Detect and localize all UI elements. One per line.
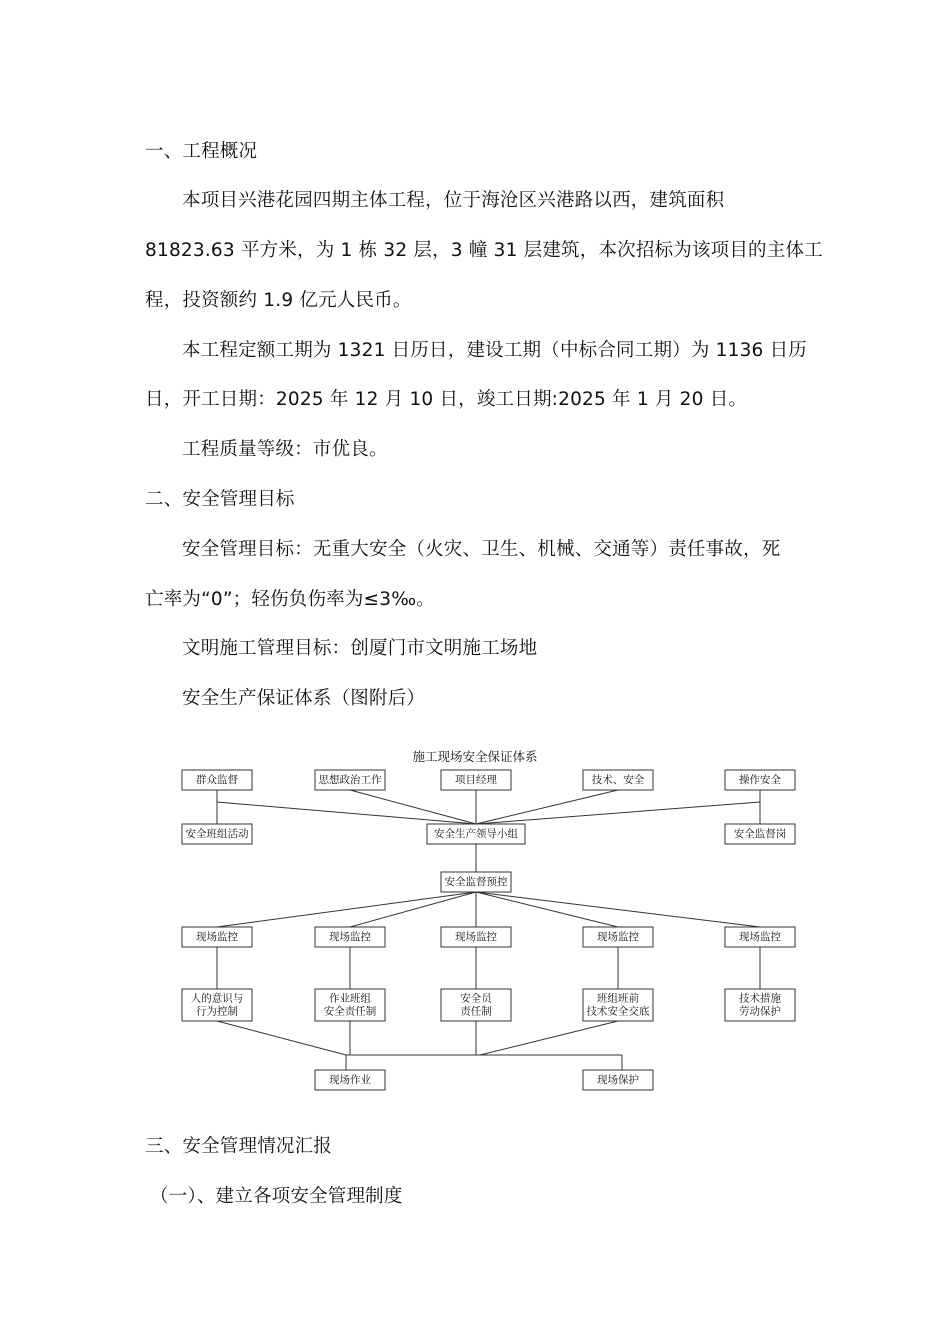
paragraph-line: 安全管理目标：无重大安全（火灾、卫生、机械、交通等）责任事故，死: [182, 539, 781, 560]
paragraph-line: 文明施工管理目标：创厦门市文明施工场地: [182, 638, 538, 659]
site-monitor-node-4: [583, 927, 653, 947]
paragraph-line: 81823.63 平方米，为 1 栋 32 层，3 幢 31 层建筑，本次招标为该项目的主体工: [145, 240, 823, 261]
connector-line: [350, 892, 476, 927]
control-measure-node-4-label: 班组班前: [597, 992, 639, 1005]
connector-line: [476, 802, 760, 824]
control-measure-node-3-label: 责任制: [460, 1005, 492, 1018]
heading-safety-report: 三、安全管理情况汇报: [145, 1136, 333, 1157]
supervision-control-node-label: 安全监督预控: [444, 876, 508, 888]
leadership-group-node-label: 安全生产领导小组: [434, 828, 518, 840]
top-node-5-label: 操作安全: [739, 774, 781, 786]
control-measure-node-2-label: 安全责任制: [323, 1005, 377, 1018]
site-monitor-node-3-label: 现场监控: [455, 931, 497, 943]
leadership-group-node: [427, 824, 525, 844]
connector-line: [480, 1021, 618, 1055]
subheading-safety-rules: （一）、建立各项安全管理制度: [150, 1186, 403, 1207]
control-measure-node-1-label: 人的意识与: [190, 992, 244, 1005]
site-work-node-label: 现场作业: [329, 1074, 371, 1086]
control-measure-node-3: [441, 989, 511, 1021]
connector-line: [476, 892, 760, 927]
site-monitor-node-1-label: 现场监控: [196, 931, 238, 943]
paragraph-line: 本工程定额工期为 1321 日历日，建设工期（中标合同工期）为 1136 日历: [182, 340, 807, 361]
paragraph-line: 本项目兴港花园四期主体工程，位于海沧区兴港路以西，建筑面积: [182, 190, 725, 211]
control-measure-node-5: [725, 989, 795, 1021]
paragraph-line: 工程质量等级：市优良。: [182, 439, 388, 460]
diagram-title: 施工现场安全保证体系: [412, 749, 538, 764]
top-node-3-label: 项目经理: [455, 774, 497, 786]
supervision-post-node-label: 安全监督岗: [733, 828, 787, 840]
control-measure-node-2: [315, 989, 385, 1021]
control-measure-node-1-label: 行为控制: [196, 1005, 238, 1018]
top-node-2-label: 思想政治工作: [318, 774, 382, 786]
paragraph-line: 安全生产保证体系（图附后）: [182, 688, 426, 709]
control-measure-node-4: [583, 989, 653, 1021]
site-protection-node-label: 现场保护: [597, 1074, 639, 1086]
site-monitor-node-2: [315, 927, 385, 947]
site-monitor-node-5-label: 现场监控: [739, 931, 781, 943]
site-monitor-node-2-label: 现场监控: [329, 931, 371, 943]
paragraph-line: 日，开工日期：2025 年 12 月 10 日，竣工日期:2025 年 1 月 20 日。: [145, 389, 748, 410]
connector-line: [476, 892, 618, 927]
supervision-post-node: [725, 824, 795, 844]
control-measure-node-4-label: 技术安全交底: [586, 1005, 650, 1018]
top-node-4-label: 技术、安全: [591, 774, 645, 786]
supervision-control-node: [441, 872, 511, 892]
site-monitor-node-4-label: 现场监控: [597, 931, 639, 943]
top-node-1: [182, 770, 252, 790]
control-measure-node-5-label: 劳动保护: [739, 1005, 781, 1018]
heading-project-overview: 一、工程概况: [145, 141, 258, 162]
paragraph-line: 亡率为“0”；轻伤负伤率为≤3‰。: [145, 589, 435, 610]
connector-line: [217, 1021, 346, 1055]
control-measure-node-1: [182, 989, 252, 1021]
site-protection-node: [583, 1070, 653, 1090]
site-monitor-node-5: [725, 927, 795, 947]
paragraph-line: 程，投资额约 1.9 亿元人民币。: [145, 290, 412, 311]
top-node-4: [583, 770, 653, 790]
team-activity-node: [182, 824, 252, 844]
site-monitor-node-3: [441, 927, 511, 947]
control-measure-node-2-label: 作业班组: [329, 992, 371, 1005]
control-measure-node-3-label: 安全员: [460, 992, 492, 1005]
top-node-3: [441, 770, 511, 790]
control-measure-node-5-label: 技术措施: [739, 992, 781, 1005]
heading-safety-goals: 二、安全管理目标: [145, 489, 295, 510]
site-monitor-node-1: [182, 927, 252, 947]
team-activity-node-label: 安全班组活动: [185, 828, 249, 840]
top-node-1-label: 群众监督: [196, 774, 238, 786]
top-node-2: [315, 770, 385, 790]
top-node-5: [725, 770, 795, 790]
connector-line: [217, 892, 476, 927]
site-work-node: [315, 1070, 385, 1090]
